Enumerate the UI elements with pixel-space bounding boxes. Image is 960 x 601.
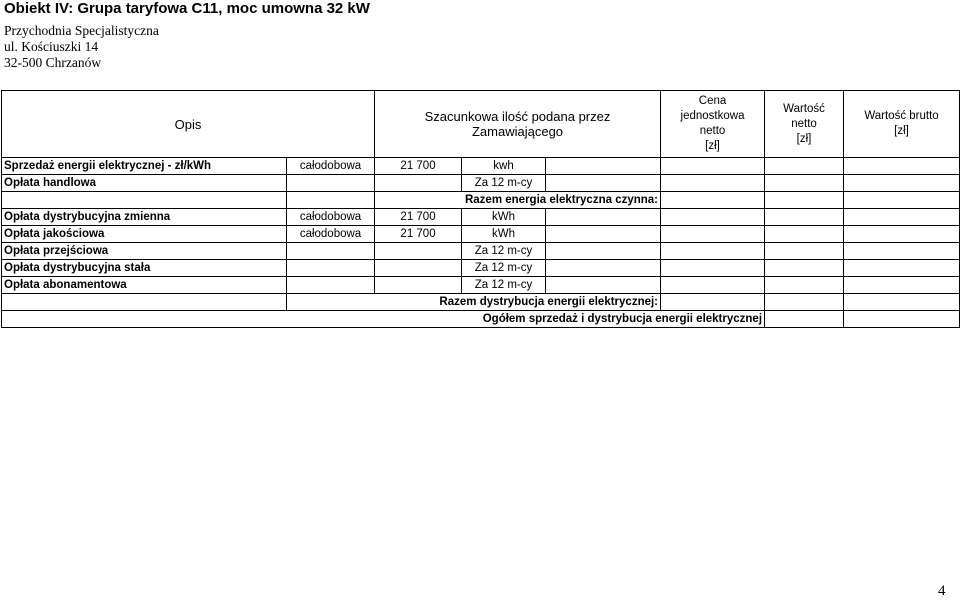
row-wartosc-netto bbox=[765, 192, 844, 209]
row-cena bbox=[661, 260, 765, 277]
header-wartosc-netto bbox=[765, 91, 844, 158]
row-cena bbox=[661, 226, 765, 243]
row-wartosc-netto bbox=[765, 294, 844, 311]
table-row bbox=[2, 209, 960, 226]
row-strefa: całodobowa bbox=[287, 158, 375, 175]
table-row bbox=[2, 158, 960, 175]
row-wartosc-brutto bbox=[844, 158, 960, 175]
address-line-2: ul. Kościuszki 14 bbox=[4, 39, 99, 54]
row-wartosc-netto bbox=[765, 175, 844, 192]
row-ilosc: 21 700 bbox=[375, 226, 462, 243]
header-cena-line-2: jednostkowa bbox=[680, 110, 745, 122]
header-wn-line-1: Wartość bbox=[783, 102, 825, 115]
table-row bbox=[2, 277, 960, 294]
row-wartosc-netto bbox=[765, 243, 844, 260]
tariff-table bbox=[1, 90, 960, 328]
page-number: 4 bbox=[938, 583, 946, 599]
table-header-row bbox=[2, 91, 960, 158]
table-row bbox=[2, 192, 960, 209]
address-line-1: Przychodnia Specjalistyczna bbox=[4, 23, 159, 38]
row-wartosc-brutto bbox=[844, 243, 960, 260]
table-row bbox=[2, 260, 960, 277]
row-strefa: całodobowa bbox=[287, 226, 375, 243]
summary-ogolem: Ogółem sprzedaż i dystrybucja energii elektrycznej bbox=[2, 311, 765, 328]
table-row bbox=[2, 243, 960, 260]
header-cena-line-3: netto bbox=[699, 125, 726, 137]
header-opis: Opis bbox=[2, 91, 375, 158]
table-row bbox=[2, 294, 960, 311]
table-row bbox=[2, 175, 960, 192]
row-opis: Opłata dystrybucyjna stała bbox=[2, 260, 287, 277]
header-cena-line-4: [zł] bbox=[705, 140, 720, 152]
row-wartosc-netto bbox=[765, 277, 844, 294]
row-cena bbox=[661, 192, 765, 209]
row-ilosc: 21 700 bbox=[375, 158, 462, 175]
row-okres: Za 12 m-cy bbox=[462, 260, 546, 277]
header-ilosc-line-1: Szacunkowa ilość podana przez bbox=[424, 109, 611, 124]
row-wartosc-brutto bbox=[844, 192, 960, 209]
row-ilosc: 21 700 bbox=[375, 209, 462, 226]
address-line-3: 32-500 Chrzanów bbox=[4, 55, 102, 70]
row-opis: Opłata przejściowa bbox=[2, 243, 287, 260]
row-wartosc-brutto bbox=[844, 294, 960, 311]
row-opis: Opłata jakościowa bbox=[2, 226, 287, 243]
header-ilosc-line-2: Zamawiającego bbox=[471, 124, 564, 139]
row-wartosc-netto bbox=[765, 260, 844, 277]
header-ilosc bbox=[375, 91, 661, 158]
row-okres: Za 12 m-cy bbox=[462, 175, 546, 192]
header-wartosc-brutto bbox=[844, 91, 960, 158]
row-jm: kWh bbox=[462, 209, 546, 226]
row-cena bbox=[661, 175, 765, 192]
header-wb-line-2: [zł] bbox=[894, 125, 909, 137]
summary-energia-czynna: Razem energia elektryczna czynna: bbox=[375, 192, 661, 209]
row-opis: Opłata abonamentowa bbox=[2, 277, 287, 294]
row-wartosc-brutto bbox=[844, 277, 960, 294]
row-wartosc-netto bbox=[765, 226, 844, 243]
table-row bbox=[2, 311, 960, 328]
page-title: Obiekt IV: Grupa taryfowa C11, moc umowna 32 kW bbox=[4, 0, 370, 17]
header-wn-line-2: netto bbox=[791, 117, 817, 130]
row-cena bbox=[661, 294, 765, 311]
row-wartosc-brutto bbox=[844, 311, 960, 328]
row-wartosc-brutto bbox=[844, 175, 960, 192]
header-cena-line-1: Cena bbox=[698, 95, 727, 107]
row-opis: Sprzedaż energii elektrycznej - zł/kWh bbox=[2, 158, 287, 175]
row-cena bbox=[661, 243, 765, 260]
row-opis: Opłata handlowa bbox=[2, 175, 287, 192]
row-cena bbox=[661, 277, 765, 294]
header-cena bbox=[661, 91, 765, 158]
header-wb-line-1: Wartość brutto bbox=[864, 110, 939, 122]
row-jm: kwh bbox=[462, 158, 546, 175]
row-opis: Opłata dystrybucyjna zmienna bbox=[2, 209, 287, 226]
row-wartosc-brutto bbox=[844, 209, 960, 226]
row-wartosc-netto bbox=[765, 311, 844, 328]
row-wartosc-brutto bbox=[844, 260, 960, 277]
row-wartosc-brutto bbox=[844, 226, 960, 243]
header-wn-line-3: [zł] bbox=[796, 132, 812, 145]
row-strefa: całodobowa bbox=[287, 209, 375, 226]
summary-dystrybucja: Razem dystrybucja energii elektrycznej: bbox=[287, 294, 661, 311]
row-cena bbox=[661, 209, 765, 226]
row-jm: kWh bbox=[462, 226, 546, 243]
row-okres: Za 12 m-cy bbox=[462, 243, 546, 260]
row-cena bbox=[661, 158, 765, 175]
row-wartosc-netto bbox=[765, 158, 844, 175]
row-wartosc-netto bbox=[765, 209, 844, 226]
table-row bbox=[2, 226, 960, 243]
row-okres: Za 12 m-cy bbox=[462, 277, 546, 294]
